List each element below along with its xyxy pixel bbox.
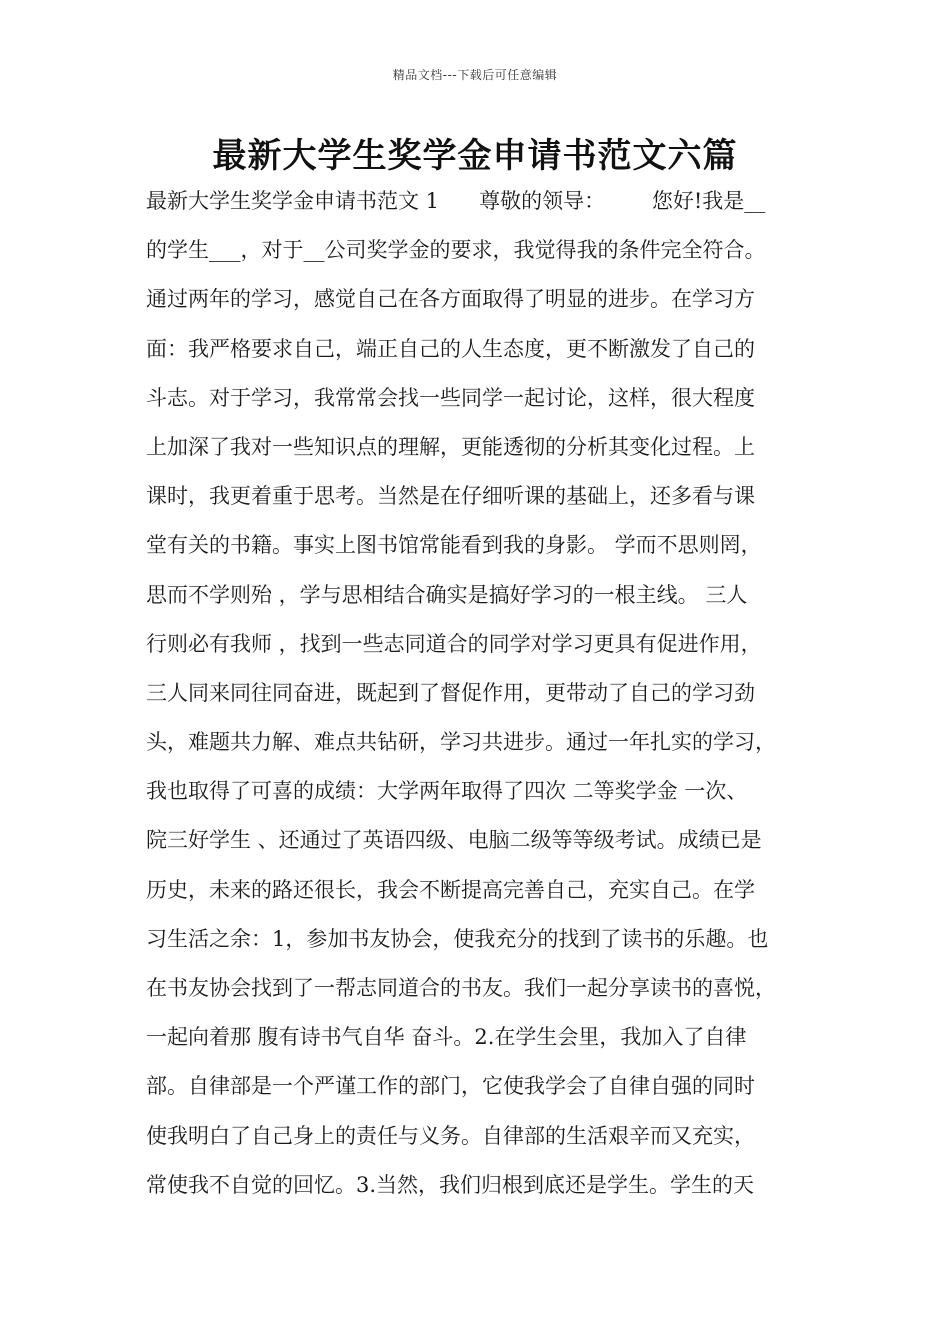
body-line: 在书友协会找到了一帮志同道合的书友。我们一起分享读书的喜悦， <box>146 976 776 1000</box>
body-line: 头，难题共力解、难点共钻研，学习共进步。通过一年扎实的学习， <box>146 730 776 755</box>
body-line: 面：我严格要求自己，端正自己的人生态度，更不断激发了自己的 <box>146 336 755 361</box>
body-text <box>146 186 826 1219</box>
body-line: 三人同来同往同奋进，既起到了督促作用，更带动了自己的学习劲 <box>146 680 755 705</box>
body-line: 历史，未来的路还很长，我会不断提高完善自己，充实自己。在学 <box>146 877 755 902</box>
body-line: 最新大学生奖学金申请书范文 1 尊敬的领导： 您好!我是__ <box>146 189 766 213</box>
body-line: 行则必有我师 ，找到一些志同道合的同学对学习更具有促进作用， <box>146 631 762 656</box>
header-note: 精品文档---下载后可任意编辑 <box>392 68 558 82</box>
body-line: 使我明白了自己身上的责任与义务。自律部的生活艰辛而又充实， <box>146 1123 755 1148</box>
body-line: 课时，我更着重于思考。当然是在仔细听课的基础上，还多看与课 <box>146 484 755 509</box>
body-line: 思而不学则殆 ，学与思相结合确实是搞好学习的一根主线。 三人 <box>146 582 748 607</box>
body-line: 一起向着那 腹有诗书气自华 奋斗。2.在学生会里，我加入了自律 <box>146 1025 747 1050</box>
body-line: 斗志。对于学习，我常常会找一些同学一起讨论，这样，很大程度 <box>146 385 755 410</box>
body-line: 部。自律部是一个严谨工作的部门，它使我学会了自律自强的同时 <box>146 1074 755 1099</box>
body-line: 上加深了我对一些知识点的理解，更能透彻的分析其变化过程。上 <box>146 434 755 459</box>
document-title: 最新大学生奖学金申请书范文六篇 <box>212 136 738 176</box>
body-line: 常使我不自觉的回忆。3.当然，我们归根到底还是学生。学生的天 <box>146 1172 755 1197</box>
body-line: 我也取得了可喜的成绩：大学两年取得了四次 二等奖学金 一次、 <box>146 779 748 804</box>
body-line: 院三好学生 、还通过了英语四级、电脑二级等等级考试。成绩已是 <box>146 828 762 853</box>
body-line: 的学生___，对于__公司奖学金的要求，我觉得我的条件完全符合。 <box>146 238 766 263</box>
body-line: 堂有关的书籍。事实上图书馆常能看到我的身影。 学而不思则罔， <box>146 533 762 558</box>
body-line: 通过两年的学习，感觉自己在各方面取得了明显的进步。在学习方 <box>146 287 755 312</box>
body-line: 习生活之余：1，参加书友协会，使我充分的找到了读书的乐趣。也 <box>146 926 769 951</box>
